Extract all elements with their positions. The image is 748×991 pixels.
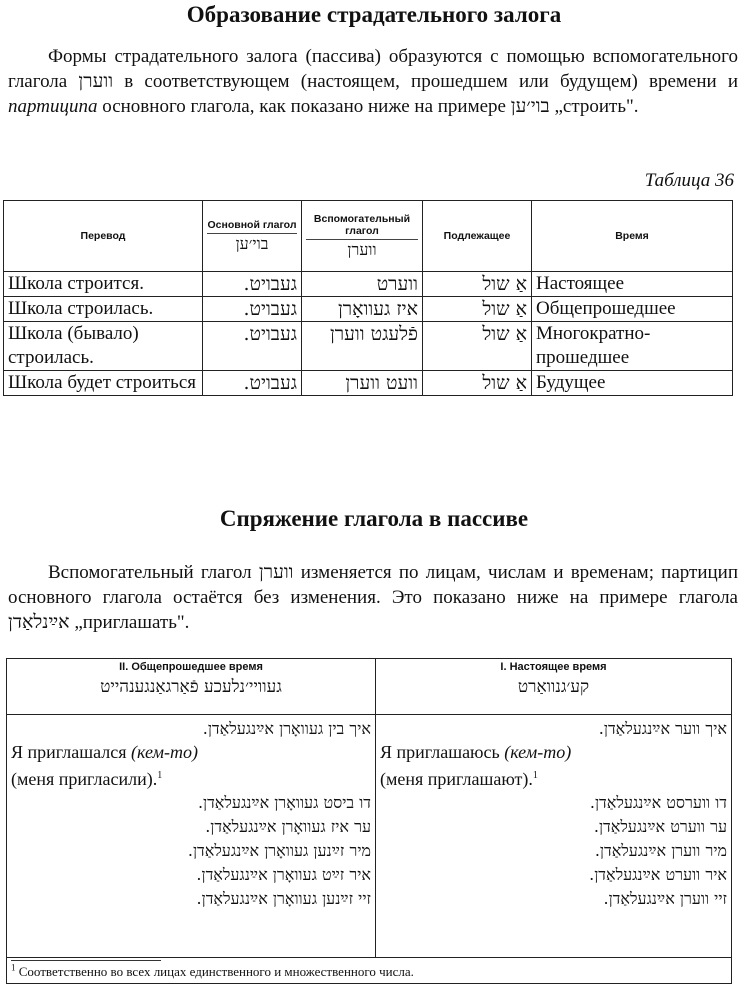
example-verb-hebrew: בוי׳ען (510, 95, 550, 117)
header-translation: Перевод (4, 201, 203, 272)
section2-title: Спряжение глагола в пассиве (219, 506, 529, 531)
row-subject: אַ שול (423, 371, 532, 396)
row-tense: Многократно-прошедшее (532, 322, 733, 371)
passive-formation-table (3, 200, 733, 396)
row-subject: אַ שול (423, 272, 532, 297)
left-tr-text-2: (меня пригласили). (11, 769, 158, 789)
section1-text-3: основного глагола, как показано ниже на примере (102, 96, 506, 117)
footnote-text: Соответственно во всех лицах единственного и множественного числа. (18, 964, 414, 979)
section2-text-1: Вспомогательный глагол (48, 562, 252, 583)
list-item: דו ווערסט אײַנגעלאַדן. (589, 793, 727, 812)
right-translation-2 (380, 764, 727, 791)
footnote-cell (7, 957, 732, 983)
section2-text-3: „приглашать". (74, 612, 190, 633)
example-verb-hebrew-2: אײַנלאַדן (8, 611, 70, 633)
table-row (4, 322, 733, 371)
list-item: איר זײַט געוואָרן אײַנגעלאַדן. (196, 865, 371, 884)
row-aux-verb: פֿלעגט ווערן (302, 322, 423, 371)
row-main-verb: געבויט. (203, 322, 302, 371)
list-item: זיי ווערן אײַנגעלאַדן. (603, 889, 727, 908)
footnote-divider (11, 960, 161, 961)
row-translation: Школа (бывало) строилась. (4, 322, 203, 371)
left-tr-italic: (кем-то) (130, 742, 198, 762)
list-item: זיי זײַנען געוואָרן אײַנגעלאַדן. (196, 889, 371, 908)
list-item: דו ביסט געוואָרן אײַנגעלאַדן. (197, 793, 371, 812)
table-caption: Таблица 36 (644, 170, 734, 191)
conj-left-header (7, 659, 376, 715)
header-tense: Время (532, 201, 733, 272)
header-main-verb (203, 201, 302, 272)
right-header-hebrew: קע׳גנוואַרט (517, 677, 590, 697)
left-header-hebrew: געוויי׳נלעכע פֿאַרגאַנגענהייט (100, 677, 282, 697)
row-tense: Будущее (532, 371, 733, 396)
row-tense: Общепрошедшее (532, 297, 733, 322)
header-main-verb-hebrew: בוי׳ען (207, 233, 297, 254)
table-row (4, 272, 733, 297)
header-aux-verb-hebrew: ווערן (306, 239, 418, 260)
left-translation-2 (11, 764, 371, 791)
list-item: ער ווערט אײַנגעלאַדן. (593, 817, 727, 836)
header-aux-verb (302, 201, 423, 272)
section1-paragraph (8, 44, 738, 119)
conj-header-row (7, 659, 732, 715)
row-subject: אַ שול (423, 322, 532, 371)
conj-right-body (376, 715, 732, 958)
right-tr-text: Я приглашаюсь (380, 742, 500, 762)
row-main-verb: געבויט. (203, 272, 302, 297)
left-first-line: איך בין געוואָרן אײַנגעלאַדן. (202, 719, 371, 738)
row-aux-verb: ווערט (302, 272, 423, 297)
list-item: מיר ווערן אײַנגעלאַדן. (594, 841, 727, 860)
footnote-mark: 1 (11, 962, 16, 973)
right-first-line: איך ווער אײַנגעלאַדן. (598, 719, 727, 738)
right-header-label: I. Настоящее время (500, 661, 607, 673)
conjugation-table (6, 658, 732, 984)
left-header-label: II. Общепрошедшее время (119, 661, 263, 673)
row-main-verb: געבויט. (203, 297, 302, 322)
footnote-ref-2: 1 (532, 770, 538, 781)
table-row (4, 297, 733, 322)
row-translation: Школа строится. (4, 272, 203, 297)
row-subject: אַ שול (423, 297, 532, 322)
list-item: איר ווערט אײַנגעלאַדן. (589, 865, 727, 884)
row-tense: Настоящее (532, 272, 733, 297)
left-translation-1 (11, 741, 371, 764)
participle-term: партиципа (8, 96, 98, 117)
row-translation: Школа строилась. (4, 297, 203, 322)
right-tr-text-2: (меня приглашают). (380, 769, 533, 789)
list-item: מיר זײַנען געוואָרן אײַנגעלאַדן. (187, 841, 371, 860)
aux-verb-hebrew-2: ווערן (258, 561, 294, 583)
conj-footnote-row (7, 957, 732, 983)
aux-verb-hebrew: ווערן (78, 70, 114, 92)
section1-text-4: „строить". (554, 96, 639, 117)
left-tr-text: Я приглашался (11, 742, 127, 762)
section1-text-1: Формы страдательного залога (пассива) образуются с помощью вспомогательного глагола (8, 46, 738, 92)
conj-left-body (7, 715, 376, 958)
right-tr-italic: (кем-то) (504, 742, 572, 762)
table-header-row (4, 201, 733, 272)
section2-paragraph (8, 560, 738, 635)
footnote (11, 964, 414, 979)
header-subject: Подлежащее (423, 201, 532, 272)
section2-text-2: изменяется по лицам, числам и временам; партицип основного глагола остаётся без изменения. Это показано ниже на примере глагола (8, 562, 739, 608)
section1-title: Образование страдательного залога (186, 2, 562, 27)
table-row (4, 371, 733, 396)
row-aux-verb: איז געוואָרן (302, 297, 423, 322)
row-translation: Школа будет строиться (4, 371, 203, 396)
row-main-verb: געבויט. (203, 371, 302, 396)
row-aux-verb: וועט ווערן (302, 371, 423, 396)
conj-body-row (7, 715, 732, 958)
conj-right-header (376, 659, 732, 715)
footnote-ref: 1 (157, 770, 163, 781)
section1-text-2: в соответствующем (настоящем, прошедшем или будущем) времени и (124, 71, 739, 92)
header-aux-verb-label: Вспомогательный глагол (313, 212, 411, 237)
right-translation-1 (380, 741, 727, 764)
header-main-verb-label: Основной глагол (207, 218, 297, 231)
list-item: ער איז געוואָרן אײַנגעלאַדן. (205, 817, 371, 836)
